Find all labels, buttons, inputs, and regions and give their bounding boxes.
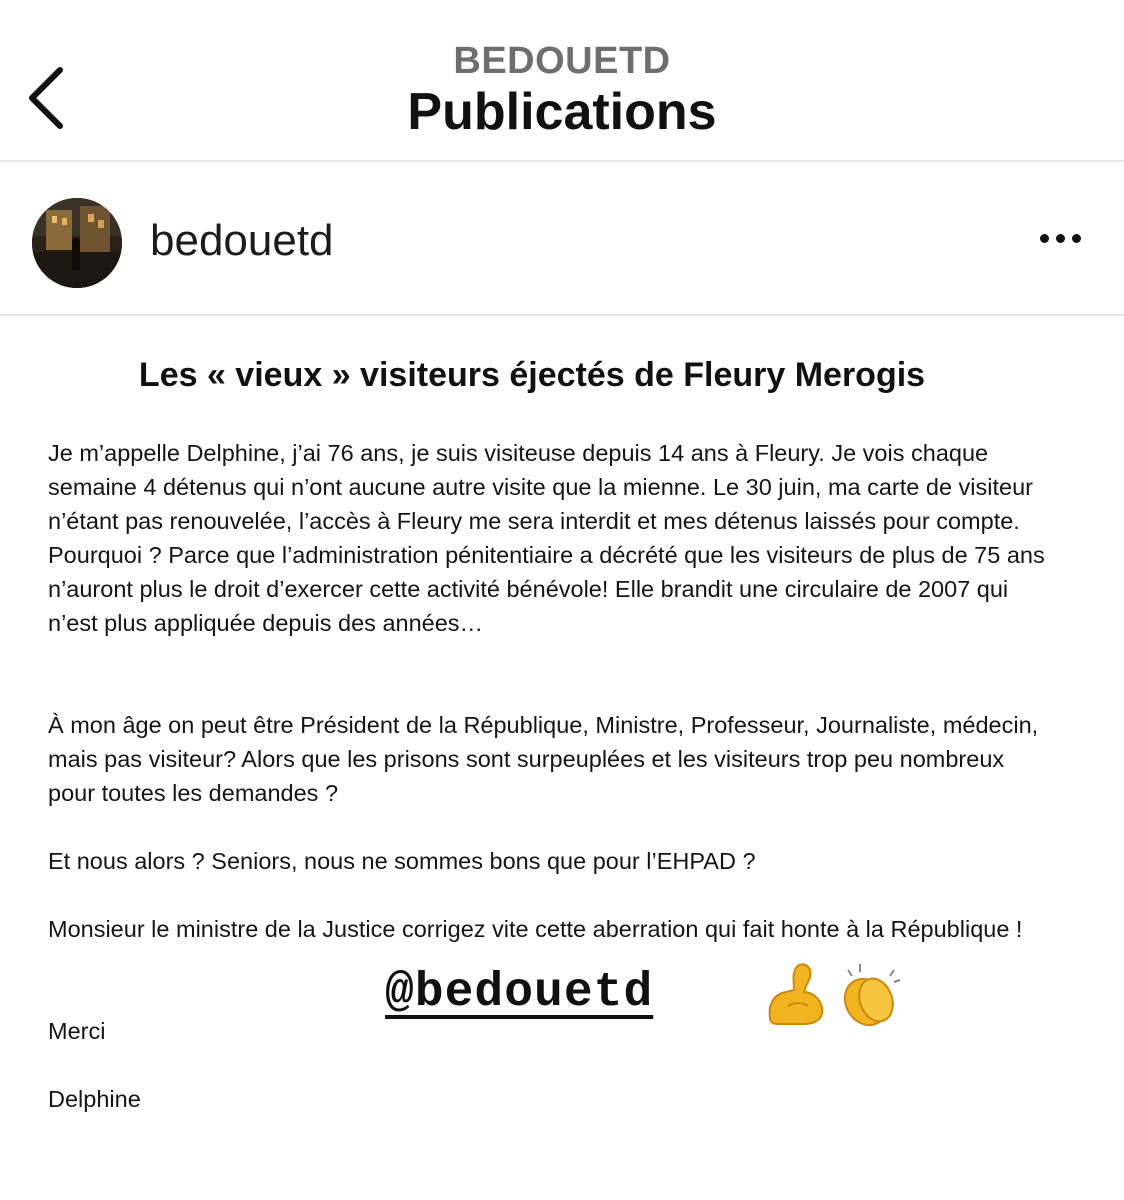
document-paragraph: Et nous alors ? Seniors, nous ne sommes bons que pour l’EHPAD ? — [48, 848, 756, 874]
document-paragraph: Delphine — [48, 1086, 141, 1112]
document-paragraph: Je m’appelle Delphine, j’ai 76 ans, je suis visiteuse depuis 14 ans à Fleury. Je vois chaque semaine 4 détenus qui n’ont aucune autre visite que la mienne. Le 30 juin, ma carte de visiteur n’étant pas renouvelée, l’accès à Fleury me sera interdit et mes détenus laissés pour compte. Pourquoi ? Parce que l’administration pénitentiaire a décrété que les visiteurs de plus de 75 ans n’auront plus le droit d’exercer cette activité bénévole! Elle brandit une circulaire de 2007 qui n’est plus appliquée depuis des années… — [48, 440, 1045, 636]
clapping-hands-icon — [837, 964, 900, 1030]
document-title: Les « vieux » visiteurs éjectés de Fleury Merogis — [138, 356, 926, 394]
document-paragraph: À mon âge on peut être Président de la République, Ministre, Professeur, Journaliste, médecin, mais pas visiteur? Alors que les prisons sont surpeuplées et les visiteurs trop peu nombreux pour toutes les demandes ? — [48, 712, 1039, 806]
post-image-document[interactable] — [0, 316, 1124, 1200]
mention-sticker[interactable]: @bedouetd — [385, 966, 654, 1020]
more-horizontal-icon — [1056, 234, 1065, 243]
document-paragraph: Monsieur le ministre de la Justice corrigez vite cette aberration qui fait honte à la République ! — [48, 916, 1023, 942]
top-navigation-bar — [0, 0, 1124, 162]
more-horizontal-icon — [1072, 234, 1081, 243]
flexed-biceps-icon — [770, 964, 823, 1024]
post-username[interactable]: bedouetd — [150, 216, 334, 265]
post-header — [0, 162, 1124, 314]
document-paragraph: Merci — [48, 1018, 106, 1044]
emoji-sticker — [764, 960, 904, 1030]
more-options-button[interactable] — [1030, 218, 1090, 258]
page-title: Publications — [407, 83, 717, 141]
avatar[interactable] — [32, 198, 122, 288]
more-horizontal-icon — [1040, 234, 1049, 243]
account-name: BEDOUETD — [453, 40, 671, 82]
